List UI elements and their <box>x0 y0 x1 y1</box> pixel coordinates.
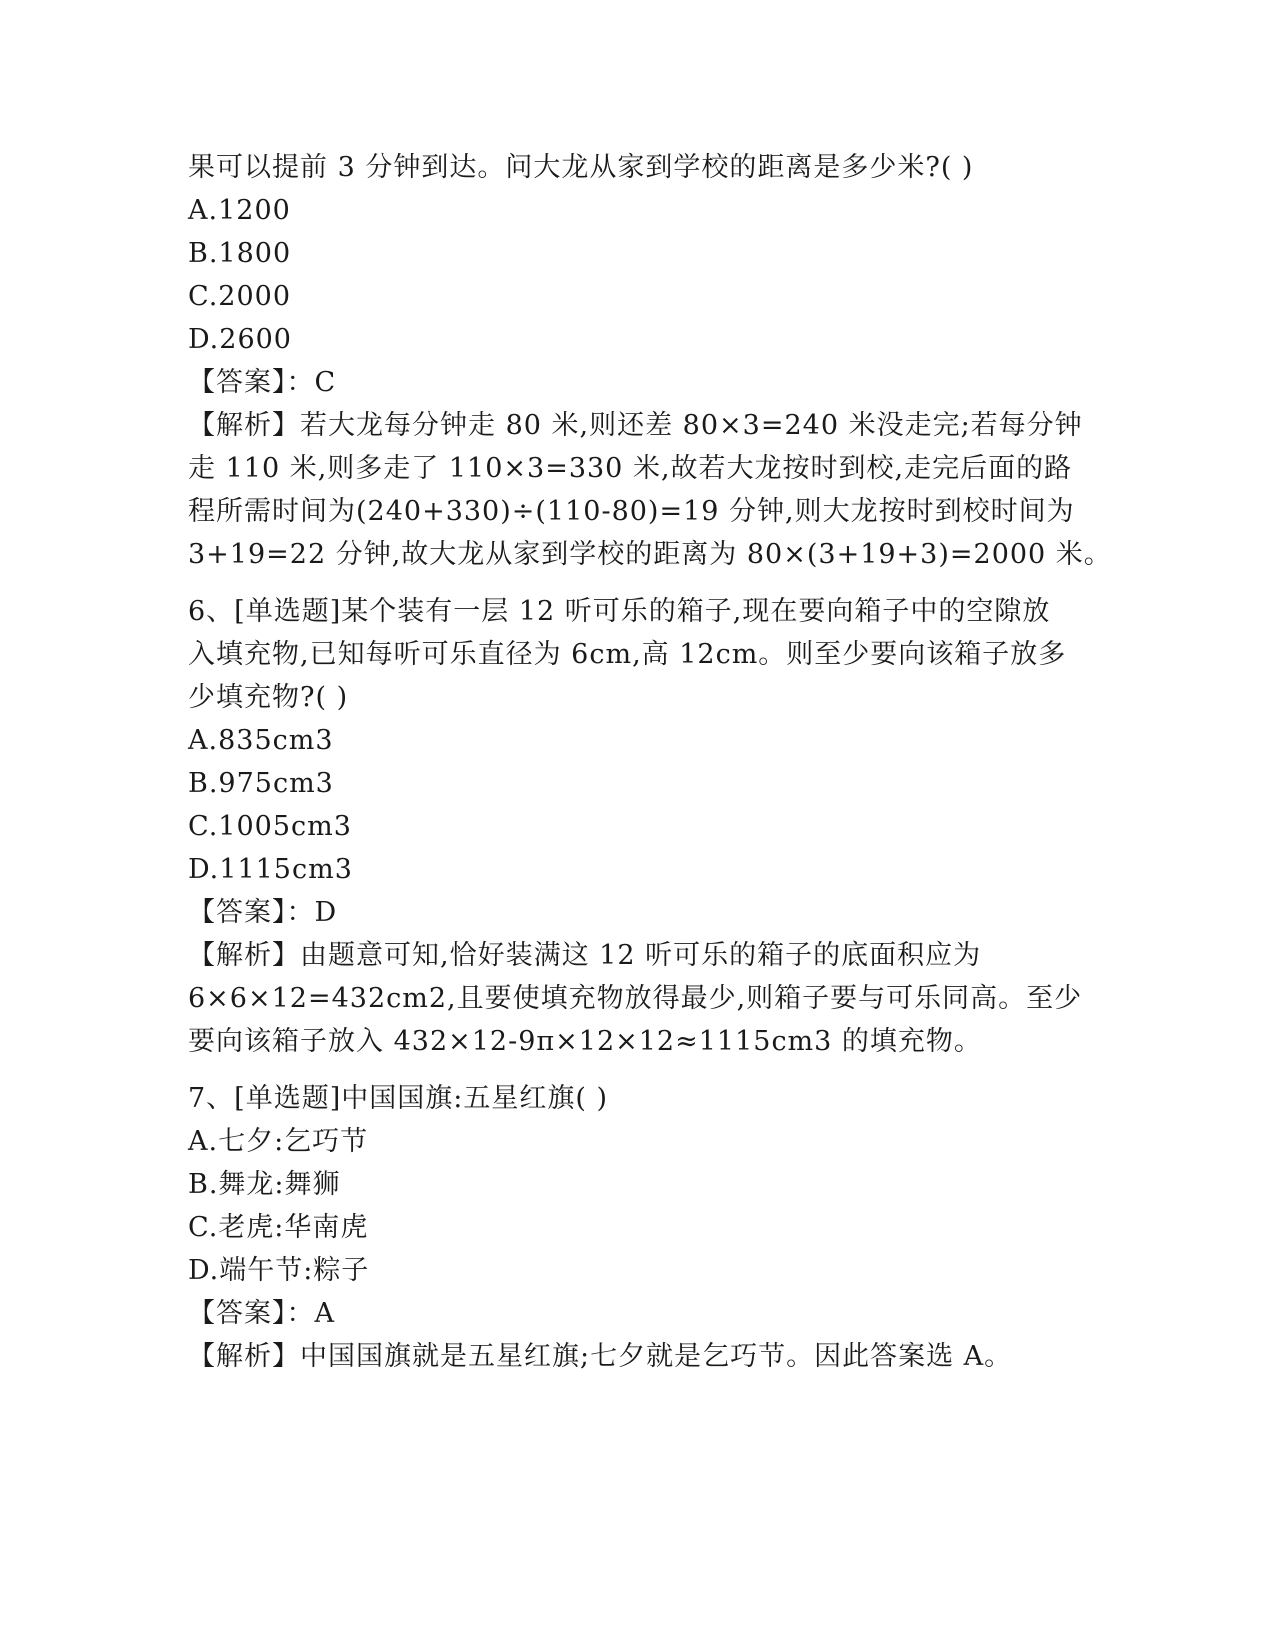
option-c: C.老虎:华南虎 <box>188 1212 369 1243</box>
option-b: B.1800 <box>188 238 292 269</box>
option-c: C.1005cm3 <box>188 811 352 842</box>
question-stem: 少填充物?( ) <box>188 682 349 713</box>
question-6 <box>188 590 1088 1063</box>
option-d: D.2600 <box>188 324 292 355</box>
analysis-line: 6×6×12=432cm2,且要使填充物放得最少,则箱子要与可乐同高。至少 <box>188 983 1083 1014</box>
option-c: C.2000 <box>188 281 291 312</box>
analysis-line: 程所需时间为(240+330)÷(110-80)=19 分钟,则大龙按时到校时间为 <box>188 496 1075 527</box>
question-stem: 果可以提前 3 分钟到达。问大龙从家到学校的距离是多少米?( ) <box>188 152 974 183</box>
option-b: B.舞龙:舞狮 <box>188 1169 341 1200</box>
answer: 【答案】：C <box>188 367 337 398</box>
spacer <box>188 1063 1088 1077</box>
analysis-line: 3+19=22 分钟,故大龙从家到学校的距离为 80×(3+19+3)=2000 米。 <box>188 539 1112 570</box>
analysis-line: 要向该箱子放入 432×12-9π×12×12≈1115cm3 的填充物。 <box>188 1026 982 1057</box>
answer: 【答案】：A <box>188 1298 335 1329</box>
analysis-line: 【解析】由题意可知,恰好装满这 12 听可乐的箱子的底面积应为 <box>188 940 982 971</box>
answer: 【答案】：D <box>188 897 338 928</box>
question-7 <box>188 1077 1088 1378</box>
option-a: A.七夕:乞巧节 <box>188 1126 369 1157</box>
option-b: B.975cm3 <box>188 768 334 799</box>
question-stem: 7、[单选题]中国国旗:五星红旗( ) <box>188 1083 608 1114</box>
analysis-line: 走 110 米,则多走了 110×3=330 米,故若大龙按时到校,走完后面的路 <box>188 453 1073 484</box>
option-d: D.1115cm3 <box>188 854 353 885</box>
analysis-line: 【解析】若大龙每分钟走 80 米,则还差 80×3=240 米没走完;若每分钟 <box>188 410 1083 441</box>
option-a: A.835cm3 <box>188 725 334 756</box>
option-a: A.1200 <box>188 195 291 226</box>
option-d: D.端午节:粽子 <box>188 1255 370 1286</box>
analysis-line: 【解析】中国国旗就是五星红旗;七夕就是乞巧节。因此答案选 A。 <box>188 1341 1013 1372</box>
question-stem: 入填充物,已知每听可乐直径为 6cm,高 12cm。则至少要向该箱子放多 <box>188 639 1067 670</box>
question-5 <box>188 146 1112 576</box>
document-page <box>188 146 1112 1378</box>
spacer <box>188 576 1088 590</box>
question-stem: 6、[单选题]某个装有一层 12 听可乐的箱子,现在要向箱子中的空隙放 <box>188 596 1051 627</box>
